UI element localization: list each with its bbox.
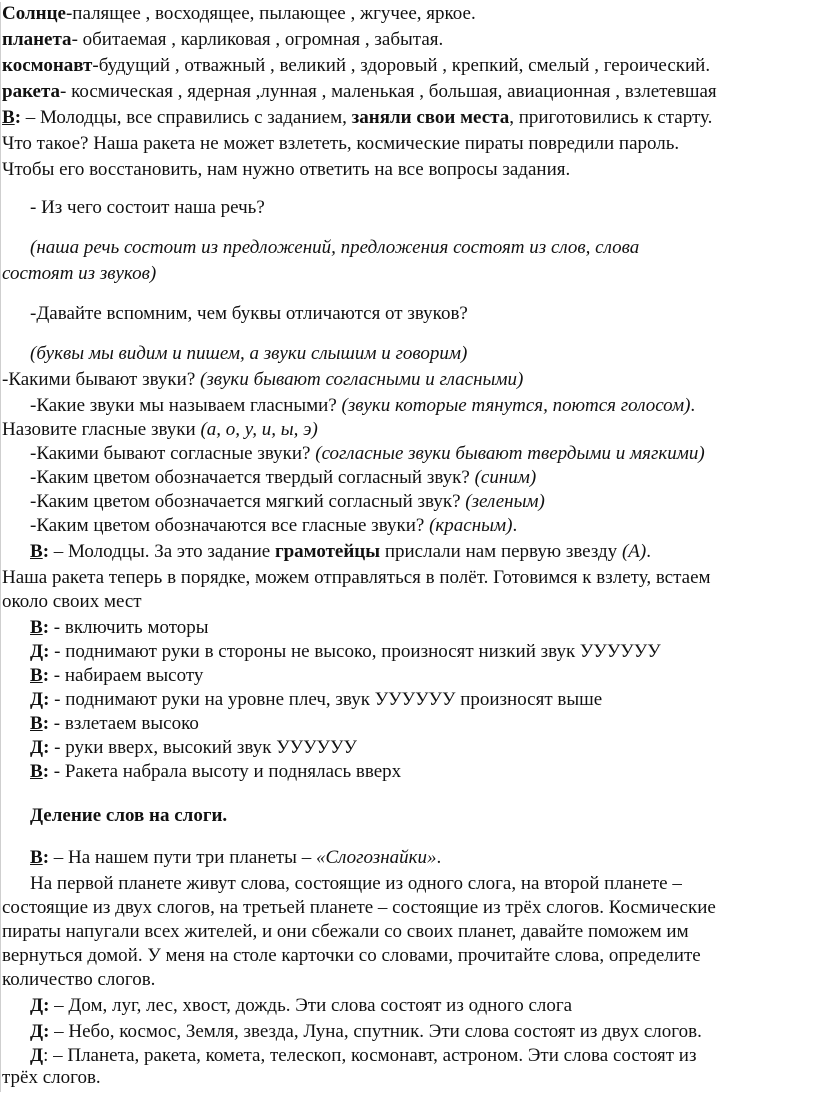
teacher-line-star: В: – Молодцы. За это задание грамотейцы прислали нам первую звезду (А). (30, 541, 651, 562)
paragraph-line: состоящие из двух слогов, на третьей планете – состоящие из трёх слогов. Космические (2, 897, 716, 918)
section-heading: Деление слов на слоги. (30, 805, 228, 826)
text-cursor-line (0, 2, 1, 1092)
word-line-cosmonaut: космонавт-будущий , отважный , великий , здоровый , крепкий, смелый , героический. (2, 55, 711, 76)
child-answer-line: Д: – Дом, луг, лес, хвост, дождь. Эти слова состоят из одного слога (30, 995, 573, 1016)
dialog-line: В: - Ракета набрала высоту и поднялась вверх (30, 761, 402, 782)
paragraph-line: Что такое? Наша ракета не может взлететь, космические пираты повредили пароль. (2, 133, 680, 154)
word-line-planet: планета- обитаемая , карликовая , огромная , забытая. (2, 29, 444, 50)
qa-line: -Каким цветом обозначаются все гласные звуки? (красным). (30, 515, 518, 536)
speaker-teacher: В (2, 107, 15, 128)
question-letters: -Давайте вспомним, чем буквы отличаются от звуков? (30, 303, 468, 324)
dialog-line: В: - взлетаем высоко (30, 713, 199, 734)
qa-line: -Какие звуки мы называем гласными? (звуки которые тянутся, поются голосом). (30, 395, 696, 416)
paragraph-line: количество слогов. (2, 969, 156, 990)
question-speech: - Из чего состоит наша речь? (30, 197, 265, 218)
child-answer-line: Д: – Планета, ракета, комета, телескоп, космонавт, астроном. Эти слова состоят из (30, 1045, 697, 1066)
dialog-line: В: - включить моторы (30, 617, 209, 638)
answer-speech-cont: состоят из звуков) (2, 263, 157, 284)
paragraph-line: пираты напугали всех жителей, и они сбежали со своих планет, давайте поможем им (2, 921, 689, 942)
qa-line: -Какими бывают звуки? (звуки бывают согласными и гласными) (2, 369, 524, 390)
dialog-line: Д: - руки вверх, высокий звук УУУУУУ (30, 737, 357, 758)
teacher-line-places: В: – Молодцы, все справились с заданием, заняли свои места, приготовились к старту. (2, 107, 713, 128)
paragraph-line: вернуться домой. У меня на столе карточки со словами, прочитайте слова, определите (2, 945, 701, 966)
answer-speech: (наша речь состоит из предложений, предложения состоят из слов, слова (30, 237, 640, 258)
paragraph-line: около своих мест (2, 591, 142, 612)
dialog-line: Д: - поднимают руки в стороны не высоко, произносят низкий звук УУУУУУ (30, 641, 661, 662)
qa-line: -Какими бывают согласные звуки? (согласные звуки бывают твердыми и мягкими) (30, 443, 705, 464)
teacher-line-planets: В: – На нашем пути три планеты – «Слогознайки». (30, 847, 442, 868)
paragraph-line: Наша ракета теперь в порядке, можем отправляться в полёт. Готовимся к взлету, встаем (2, 567, 711, 588)
qa-line: -Каким цветом обозначается мягкий согласный звук? (зеленым) (30, 491, 545, 512)
dialog-line: В: - набираем высоту (30, 665, 204, 686)
answer-letters: (буквы мы видим и пишем, а звуки слышим и говорим) (30, 343, 468, 364)
qa-line: -Каким цветом обозначается твердый согласный звук? (синим) (30, 467, 537, 488)
dialog-line: Д: - поднимают руки на уровне плеч, звук УУУУУУ произносят выше (30, 689, 603, 710)
paragraph-line: На первой планете живут слова, состоящие из одного слога, на второй планете – (30, 873, 682, 894)
speaker-teacher: В (30, 541, 43, 562)
child-answer-line-cont: трёх слогов. (2, 1067, 101, 1088)
child-answer-line: Д: – Небо, космос, Земля, звезда, Луна, спутник. Эти слова состоят из двух слогов. (30, 1021, 702, 1042)
word-line-rocket: ракета- космическая , ядерная ,лунная , маленькая , большая, авиационная , взлетевшая (2, 81, 717, 102)
word-line-sun: Солнце-палящее , восходящее, пылающее , жгучее, яркое. (2, 3, 476, 24)
qa-line: Назовите гласные звуки (а, о, у, и, ы, э) (2, 419, 318, 440)
paragraph-line: Чтобы его восстановить, нам нужно ответить на все вопросы задания. (2, 159, 571, 180)
